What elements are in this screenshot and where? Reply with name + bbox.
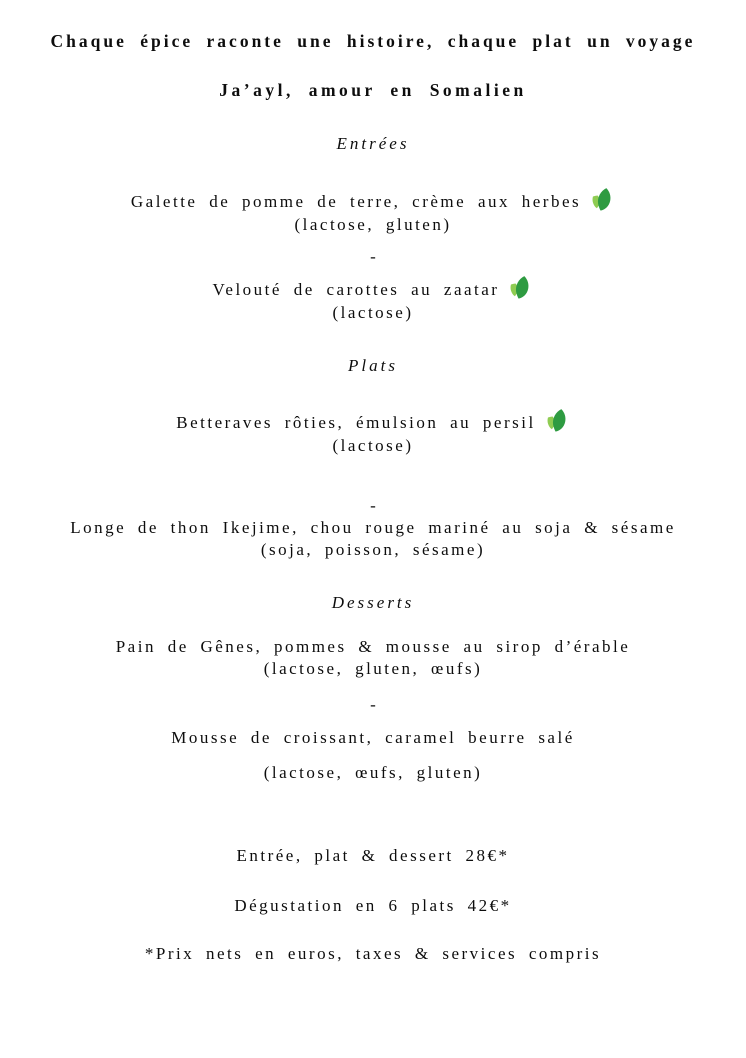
menu-item-text: Betteraves rôties, émulsion au persil	[176, 413, 536, 432]
menu-item-allergens: (soja, poisson, sésame)	[260, 540, 486, 559]
menu-item-name	[0, 408, 746, 435]
menu-item-name: Pain de Gênes, pommes & mousse au sirop d’érable	[115, 637, 631, 656]
menu-subtitle: Ja’ayl, amour en Somalien	[219, 80, 527, 100]
price-tasting-menu: Dégustation en 6 plats 42€*	[234, 896, 512, 915]
item-separator: -	[370, 496, 376, 515]
section-title-desserts: Desserts	[331, 593, 415, 612]
menu-item-name: Mousse de croissant, caramel beurre salé	[171, 728, 575, 747]
pricing-note: *Prix nets en euros, taxes & services compris	[144, 944, 602, 963]
menu-item-name	[0, 275, 746, 302]
menu-item-allergens: (lactose, gluten, œufs)	[263, 659, 483, 678]
menu-item-name: Longe de thon Ikejime, chou rouge mariné au soja & sésame	[70, 518, 676, 537]
section-title-plats: Plats	[348, 356, 398, 375]
menu-item-text: Galette de pomme de terre, crème aux herbes	[130, 192, 582, 211]
menu-tagline: Chaque épice raconte une histoire, chaque plat un voyage	[50, 31, 696, 51]
menu-item-allergens: (lactose)	[332, 303, 414, 322]
menu-item-name	[0, 187, 746, 214]
section-title-entrees: Entrées	[336, 134, 410, 153]
vegetarian-leaf-icon	[588, 187, 615, 214]
item-separator: -	[370, 695, 376, 714]
menu-item-allergens: (lactose)	[332, 436, 414, 455]
vegetarian-leaf-icon	[543, 408, 570, 435]
vegetarian-leaf-icon	[506, 275, 533, 302]
menu-item-text: Velouté de carottes au zaatar	[212, 280, 500, 299]
menu-item-allergens: (lactose, gluten)	[294, 215, 452, 234]
menu-item-allergens: (lactose, œufs, gluten)	[263, 763, 483, 782]
item-separator: -	[370, 247, 376, 266]
price-three-courses: Entrée, plat & dessert 28€*	[236, 846, 510, 865]
